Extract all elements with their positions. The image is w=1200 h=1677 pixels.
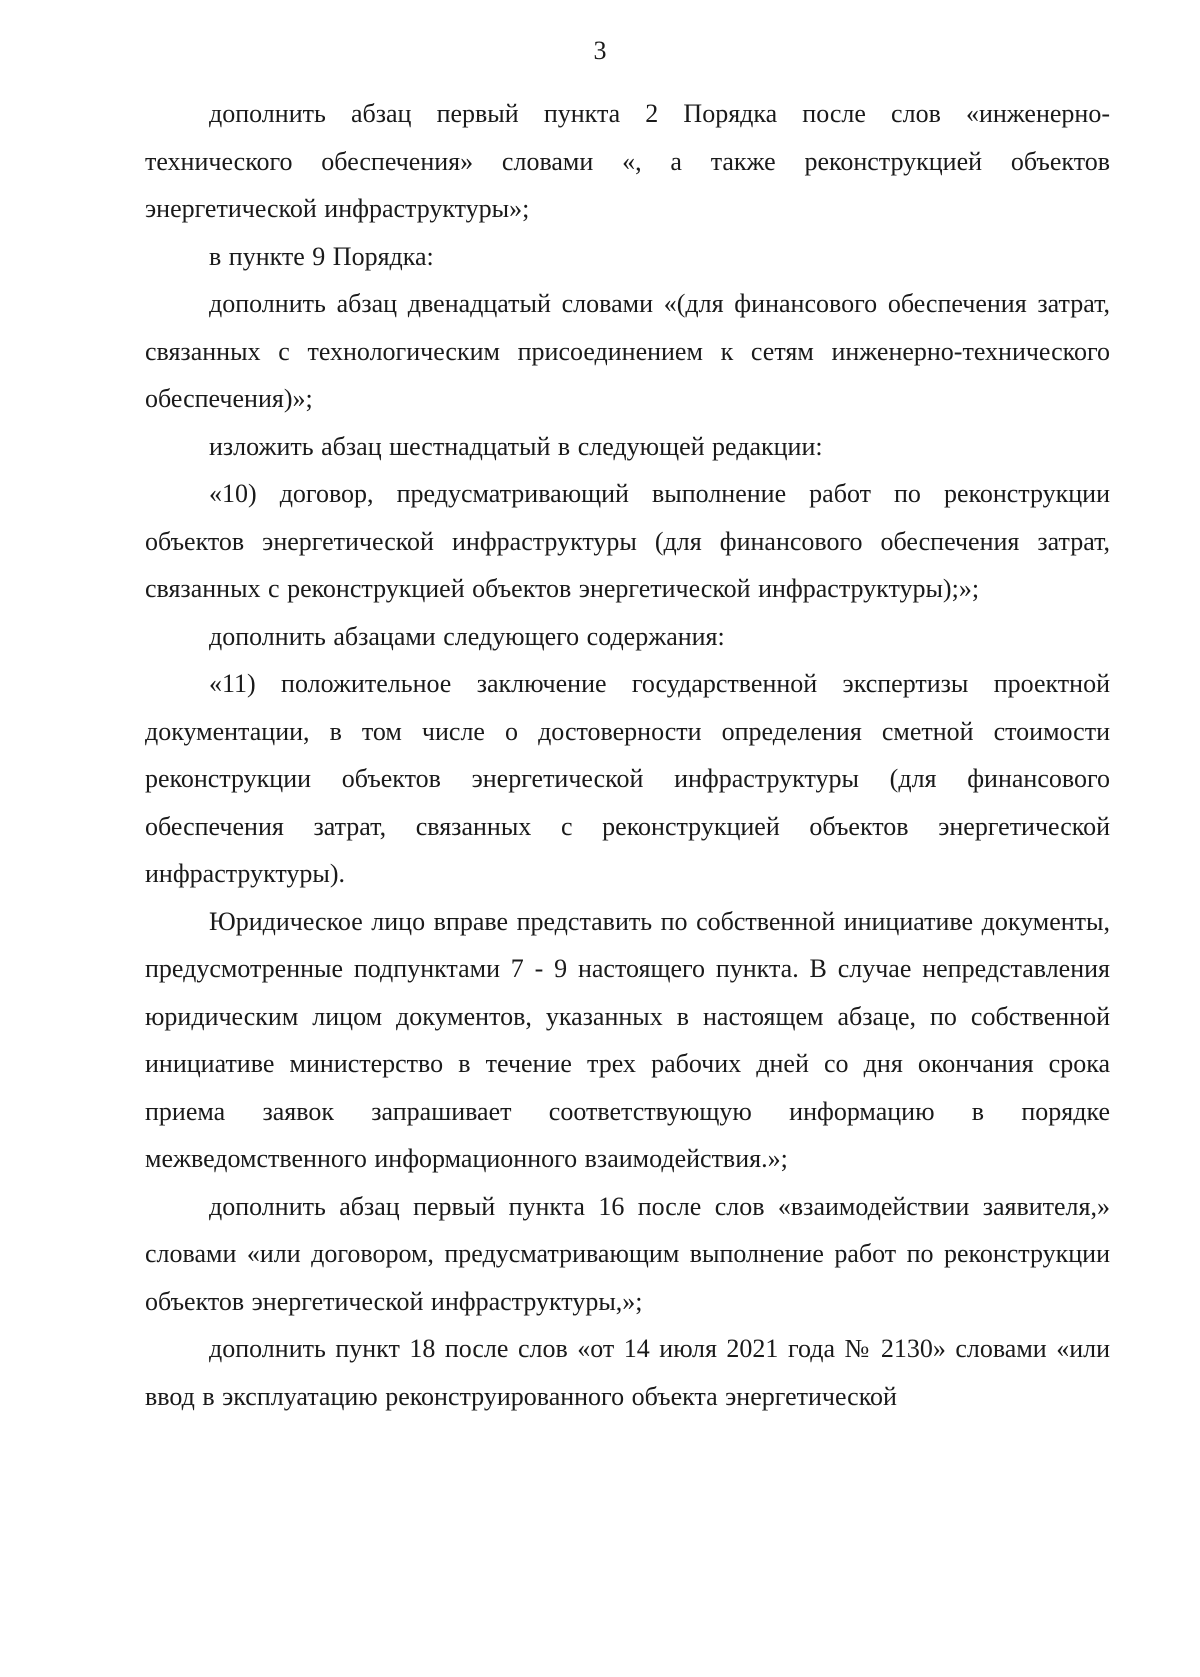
document-body [145,90,1110,1420]
paragraph: изложить абзац шестнадцатый в следующей редакции: [209,431,823,461]
paragraph: в пункте 9 Порядка: [209,241,434,271]
paragraph: «11) положительное заключение государственной экспертизы проектной документации, в том числе о достоверности определения сметной стоимости реконструкции объектов энергетической инфраструктуры (для финансового обеспечения затрат, связанных с реконструкцией объектов энергетической инфраструктуры). [145,669,1110,888]
paragraph: дополнить абзац первый пункта 16 после слов «взаимодействии заявителя,» словами «или договором, предусматривающим выполнение работ по реконструкции объектов энергетической инфраструктуры,»; [145,1191,1110,1316]
paragraph: дополнить пункт 18 после слов «от 14 июля 2021 года № 2130» словами «или ввод в эксплуатацию реконструированного объекта энергетической [145,1334,1110,1411]
paragraph: Юридическое лицо вправе представить по собственной инициативе документы, предусмотренные подпунктами 7 - 9 настоящего пункта. В случае непредставления юридическим лицом документов, указанных в настоящем абзаце, по собственной инициативе министерство в течение трех рабочих дней со дня окончания срока приема заявок запрашивает соответствующую информацию в порядке межведомственного информационного взаимодействия.»; [145,906,1110,1173]
paragraph: дополнить абзац первый пункта 2 Порядка после слов «инженерно-технического обеспечения» словами «, а также реконструкцией объектов энергетической инфраструктуры»; [145,99,1110,223]
paragraph: дополнить абзацами следующего содержания: [209,621,725,651]
page-number: 3 [593,36,607,65]
paragraph: дополнить абзац двенадцатый словами «(для финансового обеспечения затрат, связанных с технологическим присоединением к сетям инженерно-технического обеспечения)»; [145,289,1110,413]
paragraph: «10) договор, предусматривающий выполнение работ по реконструкции объектов энергетической инфраструктуры (для финансового обеспечения затрат, связанных с реконструкцией объектов энергетической инфраструктуры);»; [145,479,1110,603]
